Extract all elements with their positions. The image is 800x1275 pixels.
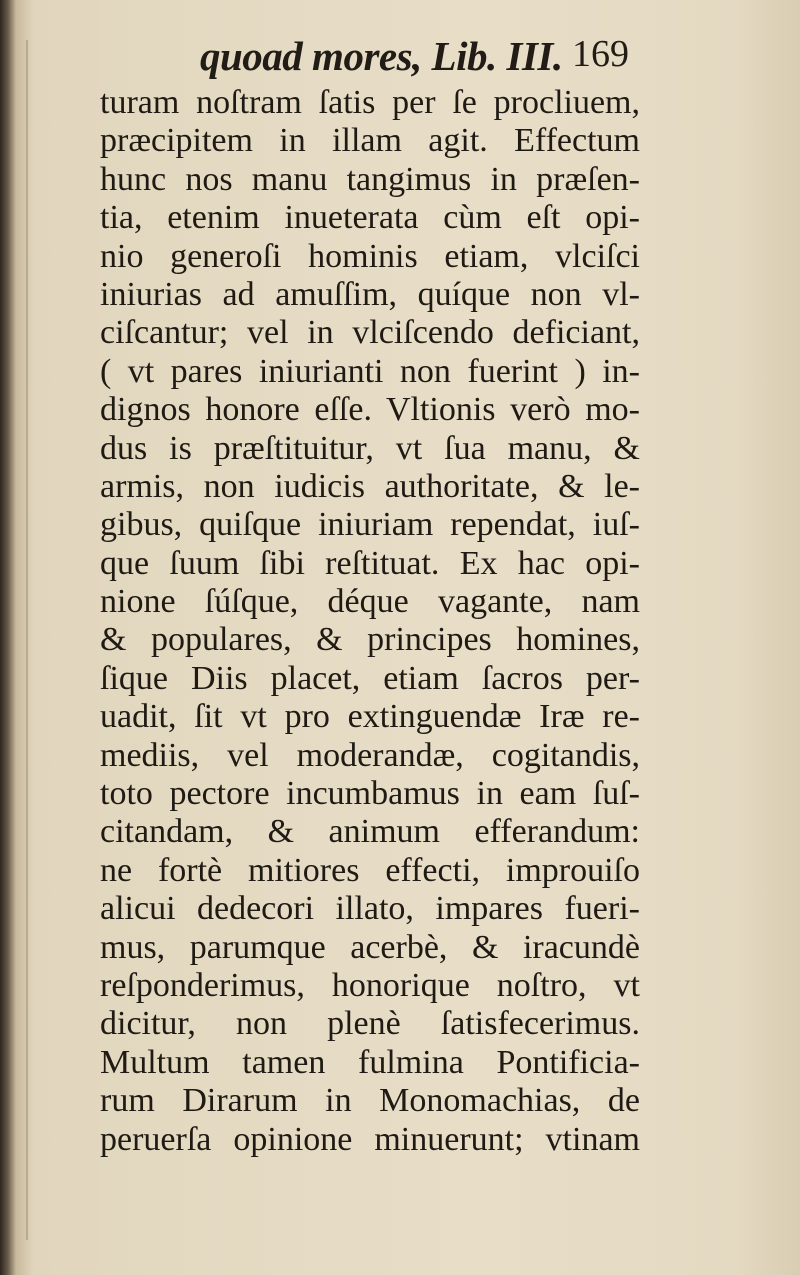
text-line: rum Dirarum in Monomachias, de bbox=[100, 1082, 640, 1120]
text-line: uadit, ſit vt pro extinguendæ Iræ re- bbox=[100, 698, 640, 736]
running-head bbox=[0, 20, 660, 80]
text-line: mediis, vel moderandæ, cogitandis, bbox=[100, 736, 640, 774]
text-line: turam noſtram ſatis per ſe procliuem, bbox=[100, 84, 640, 121]
text-line: reſponderimus, honorique noſtro, vt bbox=[100, 966, 640, 1004]
text-line: armis, non iudicis authoritate, & le- bbox=[100, 467, 640, 505]
text-line: & populares, & principes homines, bbox=[100, 621, 640, 659]
text-line: ciſcantur; vel in vlciſcendo deficiant, bbox=[100, 314, 640, 352]
page-number: 169 bbox=[572, 33, 629, 75]
text-line: præcipitem in illam agit. Effectum bbox=[100, 122, 640, 160]
text-line: alicui dedecori illato, impares fueri- bbox=[100, 890, 640, 928]
text-line: nio generoſi hominis etiam, vlciſci bbox=[100, 237, 640, 275]
text-line: mus, parumque acerbè, & iracundè bbox=[100, 928, 640, 966]
text-line: gibus, quiſque iniuriam rependat, iuſ- bbox=[100, 506, 640, 544]
text-line: nione ſúſque, déque vagante, nam bbox=[100, 583, 640, 621]
body-text bbox=[100, 84, 640, 1159]
text-line: tia, etenim inueterata cùm eſt opi- bbox=[100, 199, 640, 237]
text-line: dus is præſtituitur, vt ſua manu, & bbox=[100, 429, 640, 467]
text-line: citandam, & animum efferandum: bbox=[100, 813, 640, 851]
text-line: Multum tamen fulmina Pontificia- bbox=[100, 1043, 640, 1081]
text-line: hunc nos manu tangimus in præſen- bbox=[100, 160, 640, 198]
text-line: peruerſa opinione minuerunt; vtinam bbox=[100, 1120, 640, 1158]
text-line: dignos honore eſſe. Vltionis verò mo- bbox=[100, 391, 640, 429]
text-line: toto pectore incumbamus in eam ſuſ- bbox=[100, 775, 640, 813]
text-line: dicitur, non plenè ſatisfecerimus. bbox=[100, 1005, 640, 1043]
binding-gutter bbox=[26, 40, 28, 1240]
running-head-title: quoad mores, Lib. III. bbox=[200, 33, 563, 79]
text-line: ſique Diis placet, etiam ſacros per- bbox=[100, 659, 640, 697]
text-line: que ſuum ſibi reſtituat. Ex hac opi- bbox=[100, 544, 640, 582]
text-line: iniurias ad amuſſim, quíque non vl- bbox=[100, 275, 640, 313]
text-line: ( vt pares iniurianti non fuerint ) in- bbox=[100, 352, 640, 390]
text-line: ne fortè mitiores effecti, improuiſo bbox=[100, 851, 640, 889]
